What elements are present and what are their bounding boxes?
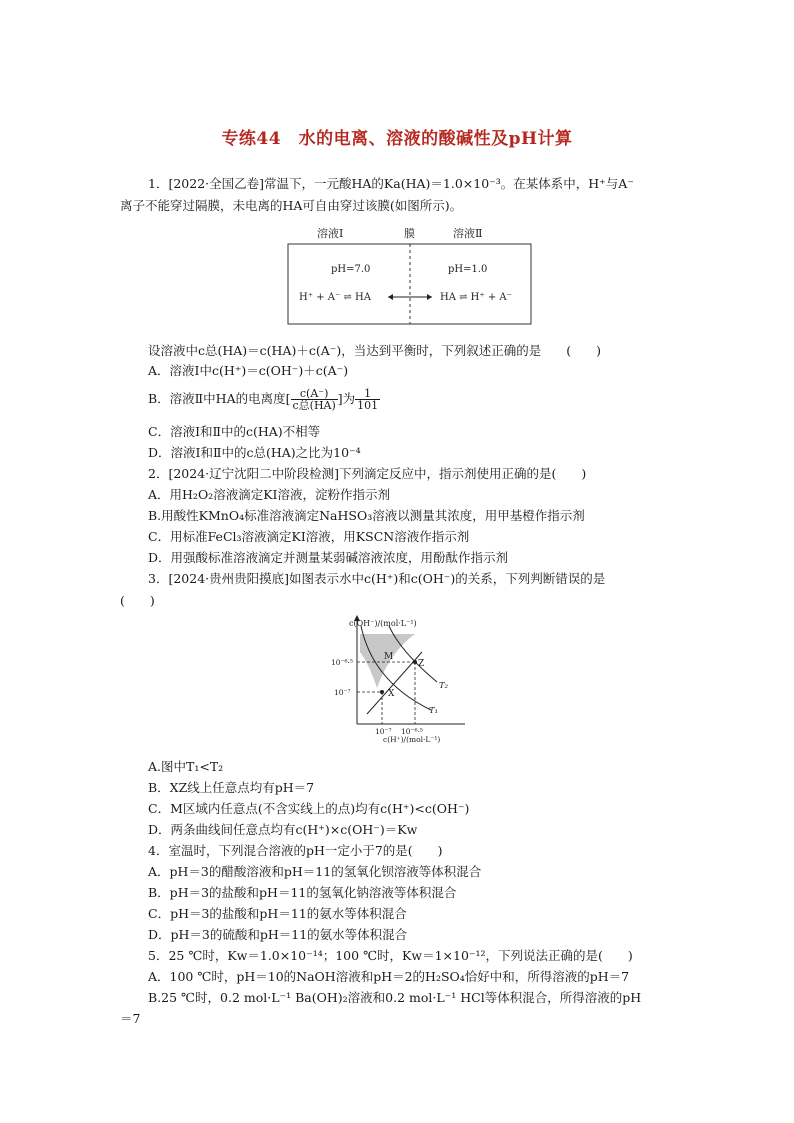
value-numerator: 1 xyxy=(355,388,380,400)
q5-option-b-line-2: ＝7 xyxy=(120,1011,141,1026)
q1-stem-line-1: 1．[2022·全国乙卷]常温下，一元酸HA的Ka(HA)＝1.0×10⁻³。在某体系中，H⁺与A⁻ xyxy=(148,176,634,191)
page-title: 专练44 水的电离、溶液的酸碱性及pH计算 xyxy=(221,129,573,149)
q5-option-a: A．100 ℃时，pH＝10的NaOH溶液和pH＝2的H₂SO₄恰好中和，所得溶液的pH＝7 xyxy=(148,969,630,984)
y-tick-low: 10⁻⁷ xyxy=(334,688,351,697)
q5-option-b-line-1: B.25 ℃时，0.2 mol·L⁻¹ Ba(OH)₂溶液和0.2 mol·L⁻¹ HCl等体积混合，所得溶液的pH xyxy=(148,990,642,1005)
diagram-eq-left: H⁺ + A⁻ ⇌ HA xyxy=(299,292,371,303)
point-x xyxy=(380,690,384,694)
q3-option-d: D．两条曲线间任意点均有c(H⁺)×c(OH⁻)＝Kw xyxy=(148,822,418,837)
x-axis-label: c(H⁺)/(mol·L⁻¹) xyxy=(383,735,441,744)
label-t2: T₂ xyxy=(439,681,449,691)
q3-option-b: B．XZ线上任意点均有pH＝7 xyxy=(148,780,315,795)
label-t1: T₁ xyxy=(429,706,439,716)
fraction-denominator: c总(HA) xyxy=(292,399,336,412)
q4-option-b: B．pH＝3的盐酸和pH＝11的氢氧化钠溶液等体积混合 xyxy=(148,885,457,900)
diagram-head-right: 溶液Ⅱ xyxy=(453,227,483,240)
ionization-degree-fraction xyxy=(291,388,338,411)
q5-stem: 5．25 ℃时，Kw＝1.0×10⁻¹⁴；100 ℃时，Kw＝1×10⁻¹²，下列说法正确的是( ) xyxy=(148,948,633,963)
diagram-eq-right: HA ⇌ H⁺ + A⁻ xyxy=(440,292,512,303)
y-axis-label: c(OH⁻)/(mol·L⁻¹) xyxy=(349,619,417,628)
label-z: Z xyxy=(418,659,425,669)
q1-option-c: C．溶液Ⅰ和Ⅱ中的c(HA)不相等 xyxy=(148,424,321,439)
point-z xyxy=(413,660,417,664)
q1-intro: 设溶液中c总(HA)＝c(HA)＋c(A⁻)，当达到平衡时，下列叙述正确的是 ( ) xyxy=(148,343,601,358)
y-tick-high: 10⁻⁶·⁵ xyxy=(331,658,353,667)
diagram-head-membrane: 膜 xyxy=(404,227,415,240)
q1-option-d: D．溶液Ⅰ和Ⅱ中的c总(HA)之比为10⁻⁴ xyxy=(148,445,361,460)
label-m: M xyxy=(384,652,394,662)
q2-option-b: B.用酸性KMnO₄标准溶液滴定NaHSO₃溶液以测量其浓度，用甲基橙作指示剂 xyxy=(148,508,585,523)
q1-option-a: A．溶液Ⅰ中c(H⁺)＝c(OH⁻)＋c(A⁻) xyxy=(148,363,349,378)
water-ion-graph xyxy=(325,612,495,747)
q4-option-a: A．pH＝3的醋酸溶液和pH＝11的氢氧化钡溶液等体积混合 xyxy=(148,864,482,879)
diagram-head-left: 溶液Ⅰ xyxy=(317,227,344,240)
q1-option-b xyxy=(148,388,748,411)
q1-option-b-middle: ]为 xyxy=(337,391,356,406)
q3-stem-line-2: ( ) xyxy=(120,593,155,608)
q1-stem-line-2: 离子不能穿过隔膜，未电离的HA可自由穿过该膜(如图所示)。 xyxy=(120,198,463,213)
value-denominator: 101 xyxy=(357,399,379,412)
membrane-diagram xyxy=(285,224,535,326)
q3-stem-line-1: 3．[2024·贵州贵阳摸底]如图表示水中c(H⁺)和c(OH⁻)的关系，下列判断错误的是 xyxy=(148,571,606,586)
x-tick-high: 10⁻⁶·⁵ xyxy=(401,727,423,736)
diagram-ph-right: pH=1.0 xyxy=(448,264,488,275)
q1-option-b-prefix: B．溶液Ⅱ中HA的电离度[ xyxy=(148,391,291,406)
q4-option-c: C．pH＝3的盐酸和pH＝11的氨水等体积混合 xyxy=(148,906,407,921)
q4-option-d: D．pH＝3的硫酸和pH＝11的氨水等体积混合 xyxy=(148,927,408,942)
label-x: X xyxy=(388,689,395,699)
q2-option-c: C．用标准FeCl₃溶液滴定KI溶液，用KSCN溶液作指示剂 xyxy=(148,529,470,544)
x-tick-low: 10⁻⁷ xyxy=(375,727,392,736)
q2-stem: 2．[2024·辽宁沈阳二中阶段检测]下列滴定反应中，指示剂使用正确的是( ) xyxy=(148,466,587,481)
q3-option-c: C．M区域内任意点(不含实线上的点)均有c(H⁺)<c(OH⁻) xyxy=(148,801,470,816)
fraction-numerator: c(A⁻) xyxy=(291,388,338,400)
value-fraction xyxy=(355,388,380,411)
q2-option-d: D．用强酸标准溶液滴定并测量某弱碱溶液浓度，用酚酞作指示剂 xyxy=(148,550,509,565)
q3-option-a: A.图中T₁<T₂ xyxy=(148,759,224,774)
q2-option-a: A．用H₂O₂溶液滴定KI溶液，淀粉作指示剂 xyxy=(148,487,390,502)
diagram-ph-left: pH=7.0 xyxy=(331,264,371,275)
q4-stem: 4．室温时，下列混合溶液的pH一定小于7的是( ) xyxy=(148,843,443,858)
